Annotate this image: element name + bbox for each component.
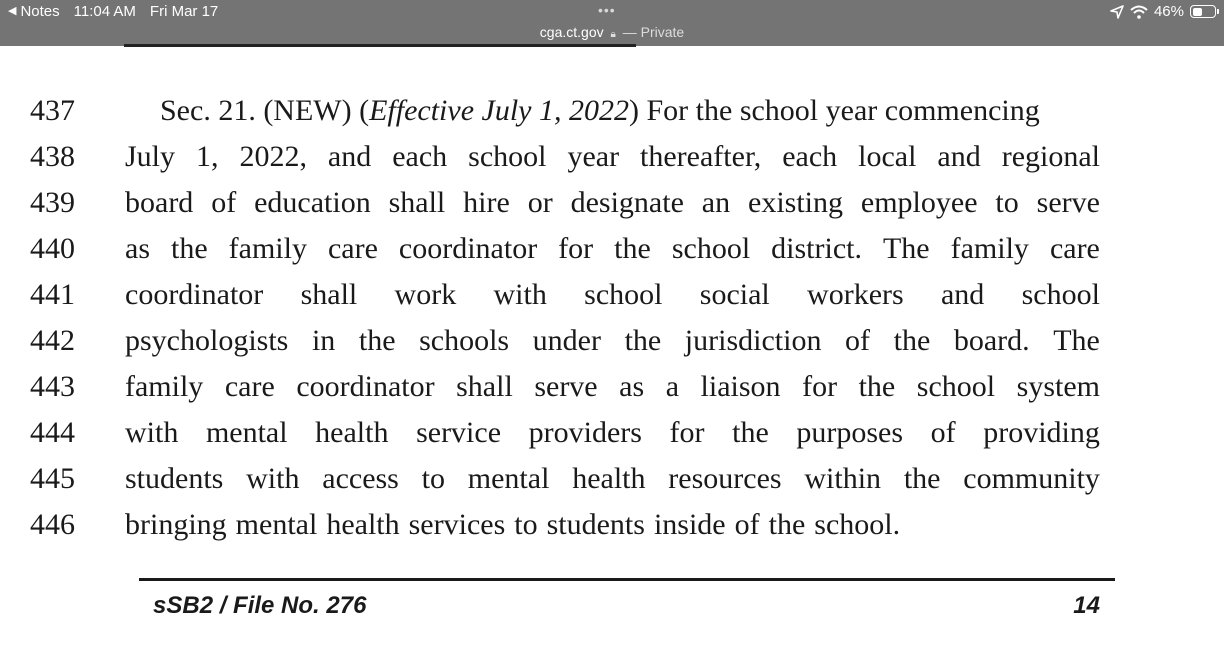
- word: resources: [668, 462, 782, 495]
- word: serve: [534, 370, 598, 403]
- word: with: [493, 278, 547, 311]
- word: mental: [235, 508, 318, 541]
- document-line: [0, 318, 1224, 364]
- line-text-rest: ) For the school year commencing: [629, 94, 1040, 127]
- word: services: [408, 508, 506, 541]
- line-text: [125, 456, 1100, 502]
- word: each: [782, 140, 838, 173]
- previous-page-rule: [124, 44, 636, 47]
- word: bringing: [125, 508, 227, 541]
- word: the: [171, 232, 208, 265]
- line-text: [125, 410, 1100, 456]
- word: purposes: [796, 416, 904, 449]
- word: mental: [467, 462, 550, 495]
- word: of: [845, 324, 871, 357]
- word: providing: [983, 416, 1100, 449]
- address-bar[interactable]: [0, 24, 1224, 40]
- private-mode-label: — Private: [622, 24, 685, 40]
- line-number: 442: [30, 324, 75, 357]
- line-number: 440: [30, 232, 75, 265]
- line-number: 441: [30, 278, 75, 311]
- browser-status-bar: [0, 0, 1224, 46]
- word: within: [804, 462, 882, 495]
- document-line: [0, 134, 1224, 180]
- word: psychologists: [125, 324, 289, 357]
- word: board.: [953, 324, 1030, 357]
- word: The: [1053, 324, 1100, 357]
- word: school: [468, 140, 547, 173]
- word: service: [416, 416, 502, 449]
- more-dots-icon[interactable]: •••: [598, 2, 616, 18]
- footer-rule: [139, 578, 1115, 581]
- word: thereafter,: [640, 140, 762, 173]
- word: the: [893, 324, 931, 357]
- word: as: [125, 232, 150, 265]
- word: shall: [388, 186, 446, 219]
- word: 1,: [195, 140, 219, 173]
- word: access: [322, 462, 399, 495]
- word: under: [532, 324, 601, 357]
- word: social: [699, 278, 770, 311]
- word: serve: [1036, 186, 1100, 219]
- line-number: 445: [30, 462, 75, 495]
- word: coordinator: [398, 232, 538, 265]
- word: local: [858, 140, 917, 173]
- status-left: [8, 3, 218, 20]
- word: employee: [860, 186, 978, 219]
- word: with: [246, 462, 300, 495]
- word: community: [963, 462, 1100, 495]
- word: family: [950, 232, 1029, 265]
- word: district.: [771, 232, 862, 265]
- location-arrow-icon: [1110, 5, 1124, 19]
- wifi-icon: [1130, 5, 1148, 19]
- document-line: [0, 410, 1224, 456]
- word: health: [572, 462, 646, 495]
- word: to: [514, 508, 538, 541]
- word: coordinator: [296, 370, 435, 403]
- word: coordinator: [125, 278, 264, 311]
- line-text: [125, 134, 1100, 180]
- word: for: [669, 416, 705, 449]
- word: students: [546, 508, 645, 541]
- document-line: [0, 88, 1224, 134]
- document-line: [0, 180, 1224, 226]
- status-date: Fri Mar 17: [149, 3, 219, 20]
- word: 2022,: [239, 140, 307, 173]
- word: the: [624, 324, 662, 357]
- word: mental: [205, 416, 288, 449]
- battery-percent: 46%: [1153, 3, 1184, 20]
- word: of: [734, 508, 760, 541]
- line-number: 446: [30, 508, 75, 541]
- word: July: [125, 140, 176, 173]
- word: an: [701, 186, 731, 219]
- word: students: [125, 462, 224, 495]
- word: the: [614, 232, 651, 265]
- word: a: [665, 370, 680, 403]
- word: as: [619, 370, 645, 403]
- line-number: 444: [30, 416, 75, 449]
- word: for: [802, 370, 838, 403]
- word: hire: [463, 186, 510, 219]
- word: and: [327, 140, 372, 173]
- line-number: 443: [30, 370, 75, 403]
- word: regional: [1001, 140, 1100, 173]
- document-line: [0, 272, 1224, 318]
- battery-fill: [1193, 8, 1202, 16]
- line-text: [125, 226, 1100, 272]
- word: shall: [300, 278, 358, 311]
- word: with: [125, 416, 179, 449]
- word: education: [254, 186, 371, 219]
- word: of: [930, 416, 956, 449]
- word: care: [1049, 232, 1100, 265]
- word: health: [326, 508, 400, 541]
- word: the: [732, 416, 769, 449]
- battery-cap: [1217, 9, 1219, 14]
- word: family: [125, 370, 204, 403]
- word: to: [421, 462, 445, 495]
- line-number: 438: [30, 140, 75, 173]
- word: work: [394, 278, 457, 311]
- section-heading: Sec. 21. (NEW) (: [160, 94, 370, 127]
- word: system: [1016, 370, 1100, 403]
- line-text: [125, 272, 1100, 318]
- word: The: [882, 232, 930, 265]
- word: providers: [528, 416, 642, 449]
- word: care: [224, 370, 275, 403]
- word: jurisdiction: [684, 324, 822, 357]
- back-arrow-icon[interactable]: ◀: [8, 5, 17, 17]
- word: school.: [814, 508, 901, 541]
- word: school: [584, 278, 663, 311]
- back-to-app-link[interactable]: Notes: [20, 3, 60, 20]
- document-line: [0, 226, 1224, 272]
- word: of: [211, 186, 237, 219]
- word: school: [1021, 278, 1100, 311]
- word: year: [567, 140, 620, 173]
- word: shall: [456, 370, 513, 403]
- word: existing: [748, 186, 843, 219]
- word: for: [558, 232, 594, 265]
- document-line: [0, 502, 1224, 548]
- word: or: [527, 186, 553, 219]
- word: each: [392, 140, 448, 173]
- line-number: 439: [30, 186, 75, 219]
- line-text: [125, 364, 1100, 410]
- word: the: [358, 324, 396, 357]
- lock-icon: 🔒︎: [610, 29, 616, 40]
- word: the: [858, 370, 896, 403]
- word: family: [228, 232, 307, 265]
- line-text: [125, 502, 1100, 548]
- word: and: [940, 278, 985, 311]
- status-right: [1110, 3, 1216, 20]
- battery-icon: [1190, 5, 1216, 18]
- document-line: [0, 364, 1224, 410]
- word: board: [125, 186, 194, 219]
- word: to: [995, 186, 1019, 219]
- word: liaison: [700, 370, 781, 403]
- word: workers: [807, 278, 904, 311]
- line-text: [160, 88, 1100, 134]
- url-domain: cga.ct.gov: [539, 24, 604, 40]
- word: and: [937, 140, 981, 173]
- word: school: [671, 232, 751, 265]
- line-text: [125, 180, 1100, 226]
- word: school: [916, 370, 996, 403]
- effective-date: Effective July 1, 2022: [369, 94, 629, 127]
- word: health: [315, 416, 389, 449]
- word: the: [768, 508, 806, 541]
- status-time: 11:04 AM: [73, 3, 136, 20]
- line-number: 437: [30, 94, 75, 127]
- page-number: 14: [1073, 592, 1100, 619]
- word: in: [311, 324, 336, 357]
- word: inside: [653, 508, 726, 541]
- file-number: sSB2 / File No. 276: [153, 592, 367, 619]
- word: the: [903, 462, 941, 495]
- word: schools: [419, 324, 510, 357]
- document-line: [0, 456, 1224, 502]
- word: designate: [570, 186, 684, 219]
- line-text: [125, 318, 1100, 364]
- word: care: [327, 232, 378, 265]
